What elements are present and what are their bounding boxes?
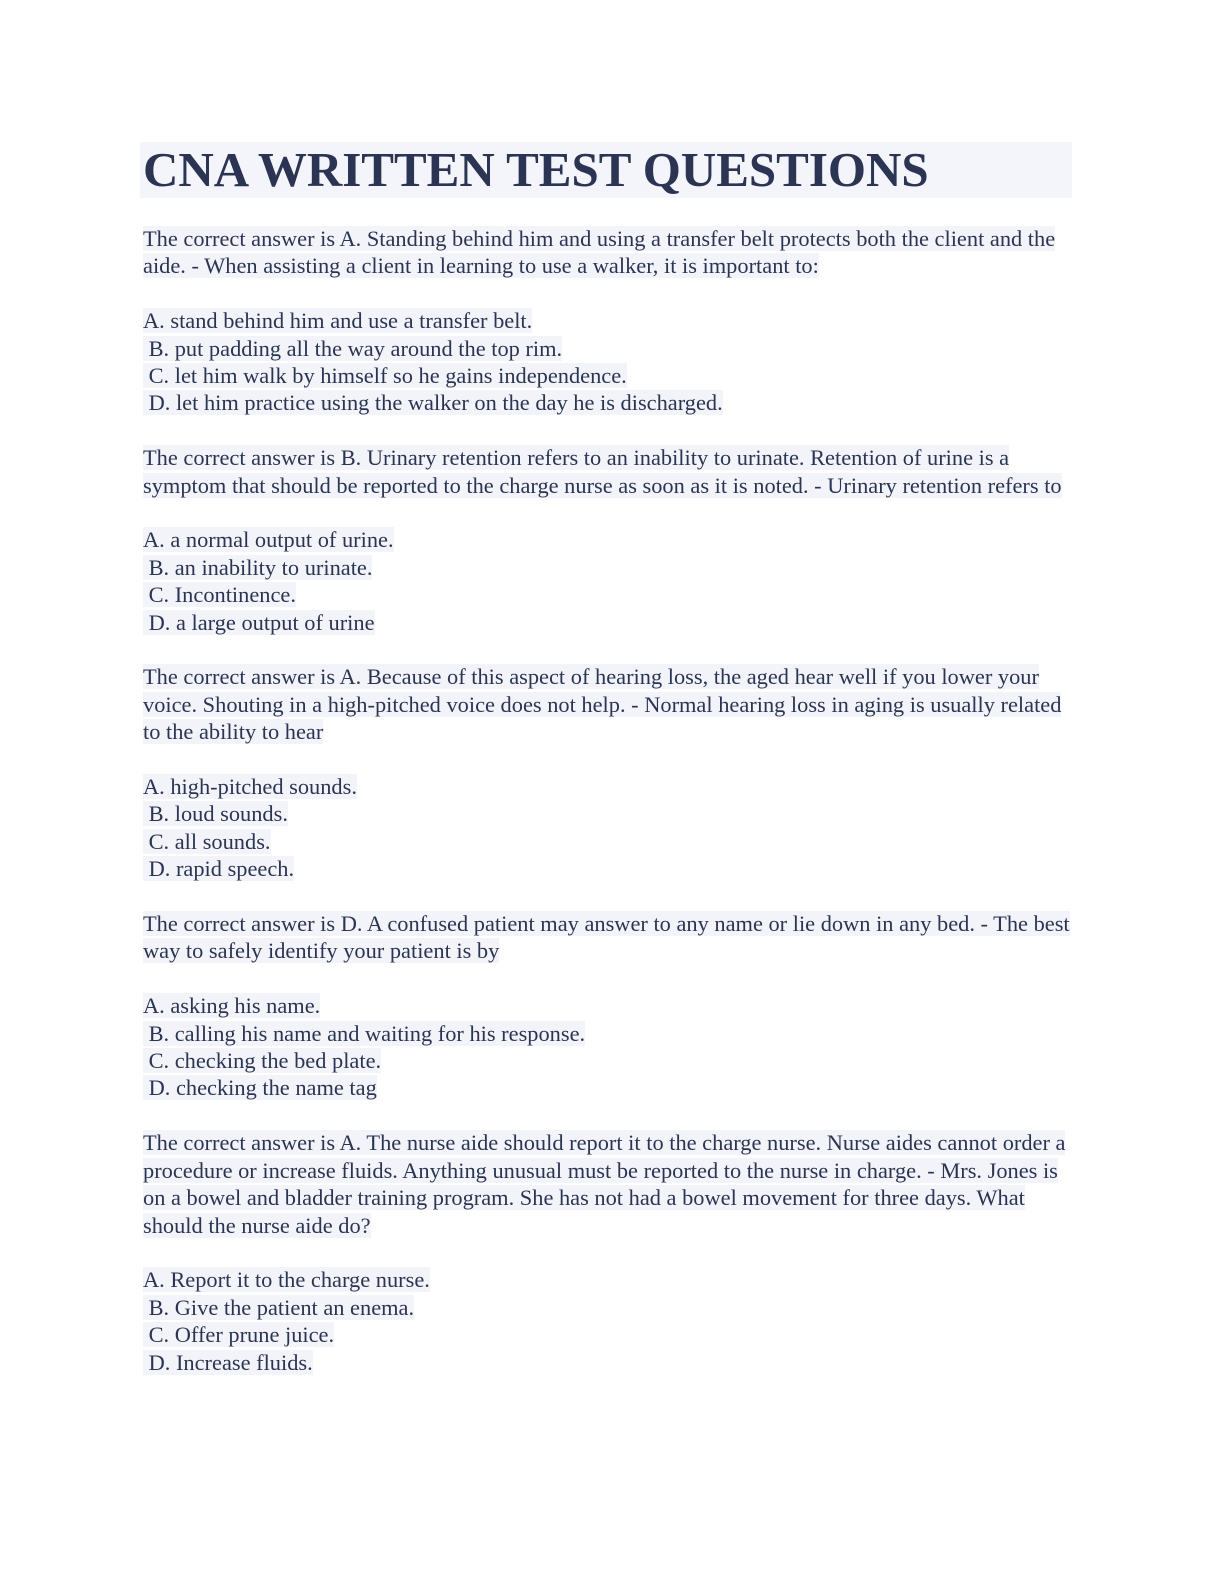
answer-option bbox=[143, 800, 1073, 827]
answer-options bbox=[143, 526, 1073, 636]
question-explanation bbox=[143, 225, 1073, 280]
question-explanation bbox=[143, 444, 1073, 499]
explanation-text: The correct answer is B. Urinary retention refers to an inability to urinate. Retention of urine is a symptom that should be reported to the charge nurse as soon as it is noted. - Urinary retention refers to bbox=[143, 445, 1062, 498]
page-title: CNA WRITTEN TEST QUESTIONS bbox=[143, 142, 929, 197]
option-text: A. stand behind him and use a transfer belt. bbox=[143, 308, 533, 334]
answer-option bbox=[143, 1074, 1073, 1101]
answer-option bbox=[143, 1266, 1073, 1293]
question-explanation bbox=[143, 1129, 1073, 1239]
answer-option bbox=[143, 335, 1073, 362]
answer-option bbox=[143, 554, 1073, 581]
option-text: C. Incontinence. bbox=[143, 582, 296, 608]
answer-option bbox=[143, 526, 1073, 553]
question-explanation bbox=[143, 663, 1073, 745]
option-text: D. Increase fluids. bbox=[143, 1349, 313, 1375]
answer-option bbox=[143, 992, 1073, 1019]
answer-option bbox=[143, 307, 1073, 334]
explanation-text: The correct answer is A. Standing behind him and using a transfer belt protects both the client and the aide. - When assisting a client in learning to use a walker, it is important to: bbox=[143, 226, 1056, 279]
option-text: A. high-pitched sounds. bbox=[143, 774, 357, 800]
option-text: A. Report it to the charge nurse. bbox=[143, 1267, 430, 1293]
answer-option bbox=[143, 1349, 1073, 1376]
answer-options bbox=[143, 307, 1073, 417]
option-text: D. let him practice using the walker on the day he is discharged. bbox=[143, 390, 723, 416]
question-block bbox=[143, 225, 1073, 417]
question-block bbox=[143, 1129, 1073, 1376]
question-list bbox=[143, 225, 1073, 1403]
answer-option bbox=[143, 1321, 1073, 1348]
option-text: A. a normal output of urine. bbox=[143, 527, 394, 553]
answer-option bbox=[143, 1047, 1073, 1074]
option-text: D. rapid speech. bbox=[143, 856, 295, 882]
explanation-text: The correct answer is A. Because of this aspect of hearing loss, the aged hear well if you lower your voice. Shouting in a high-pitched voice does not help. - Normal hearing loss in aging is usually related to the ability to hear bbox=[143, 664, 1062, 745]
option-text: C. let him walk by himself so he gains independence. bbox=[143, 363, 627, 389]
option-text: B. put padding all the way around the top rim. bbox=[143, 335, 563, 361]
answer-option bbox=[143, 581, 1073, 608]
answer-option bbox=[143, 828, 1073, 855]
explanation-text: The correct answer is D. A confused patient may answer to any name or lie down in any bed. - The best way to safely identify your patient is by bbox=[143, 911, 1070, 964]
option-text: B. calling his name and waiting for his response. bbox=[143, 1020, 586, 1046]
answer-option bbox=[143, 773, 1073, 800]
answer-option bbox=[143, 855, 1073, 882]
answer-option bbox=[143, 389, 1073, 416]
question-block bbox=[143, 663, 1073, 882]
answer-options bbox=[143, 773, 1073, 883]
option-text: C. Offer prune juice. bbox=[143, 1322, 335, 1348]
option-text: A. asking his name. bbox=[143, 993, 321, 1019]
question-block bbox=[143, 910, 1073, 1102]
answer-option bbox=[143, 609, 1073, 636]
answer-option bbox=[143, 1294, 1073, 1321]
answer-option bbox=[143, 362, 1073, 389]
answer-options bbox=[143, 1266, 1073, 1376]
answer-options bbox=[143, 992, 1073, 1102]
option-text: C. checking the bed plate. bbox=[143, 1048, 382, 1074]
option-text: D. a large output of urine bbox=[143, 609, 375, 635]
option-text: B. an inability to urinate. bbox=[143, 554, 373, 580]
option-text: C. all sounds. bbox=[143, 828, 271, 854]
option-text: D. checking the name tag bbox=[143, 1075, 377, 1101]
question-explanation bbox=[143, 910, 1073, 965]
question-block bbox=[143, 444, 1073, 636]
answer-option bbox=[143, 1020, 1073, 1047]
option-text: B. loud sounds. bbox=[143, 801, 288, 827]
explanation-text: The correct answer is A. The nurse aide should report it to the charge nurse. Nurse aides cannot order a procedure or increase fluids. Anything unusual must be reported to the nurse in charge. - Mrs. Jones is on a bowel and bladder training program. She has not had a bowel movement for three days. What should the nurse aide do? bbox=[143, 1130, 1066, 1238]
option-text: B. Give the patient an enema. bbox=[143, 1294, 415, 1320]
